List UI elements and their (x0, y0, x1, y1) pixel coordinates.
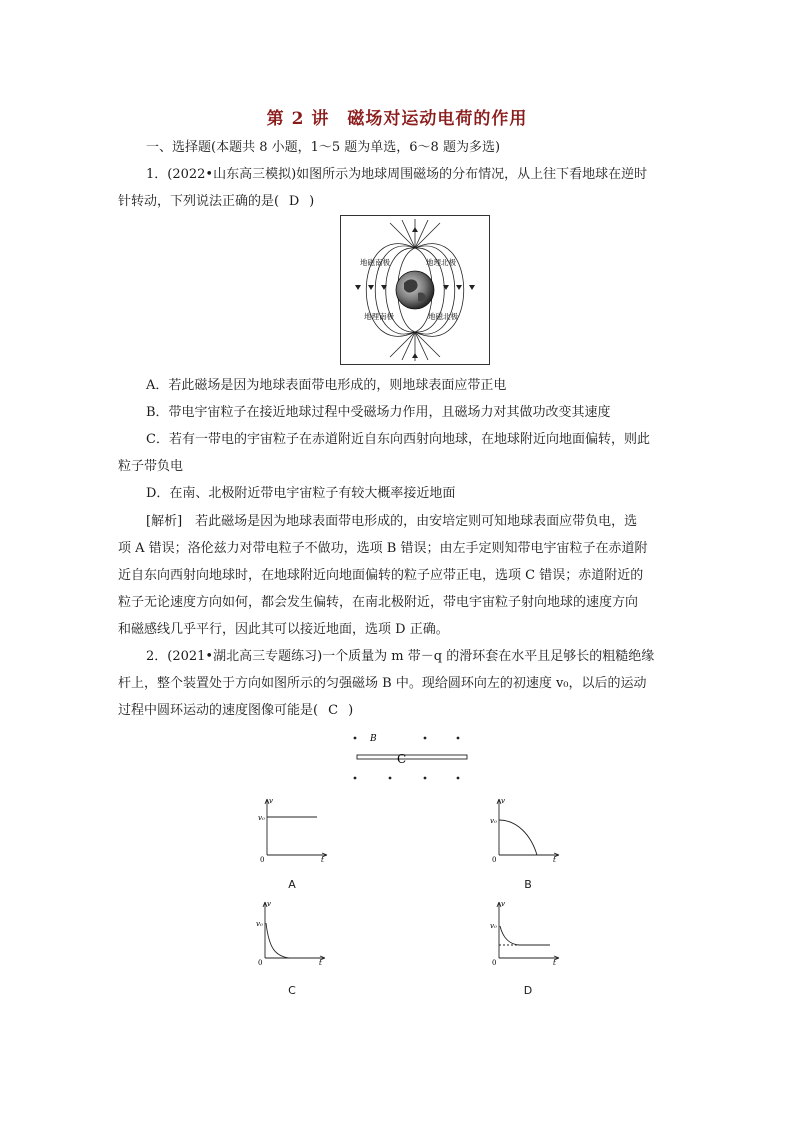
ring-c: C (397, 752, 407, 766)
q2-stem-close: ) (348, 703, 354, 718)
graph-b-origin: 0 (492, 856, 497, 863)
q1-stem-line1: 1．(2022•山东高三模拟)如图所示为地球周围磁场的分布情况，从上往下看地球在逆时 (146, 167, 648, 182)
graph-d-caption: D (523, 984, 533, 997)
graph-a-origin: 0 (260, 856, 265, 863)
q2-line3 (118, 702, 678, 720)
q2-line2: 杆上，整个装置处于方向如图所示的匀强磁场 B 中。现给圆环向左的初速度 v₀，以后的运动 (118, 676, 647, 691)
q1-answer: D (288, 194, 300, 209)
q1-analysis-line3: 近自东向西射向地球时，在地球附近向地面偏转的粒子应带正电，选项 C 错误；赤道附近的 (118, 568, 644, 583)
label-geo-north: 地理北极 (426, 258, 456, 267)
graph-a-v0-label: v₀ (258, 814, 265, 822)
page-title: 第 2 讲 磁场对运动电荷的作用 (266, 109, 528, 129)
graph-a (255, 795, 330, 863)
q2-answer: C (328, 703, 339, 718)
q1-analysis-line1: [解析] 若此磁场是因为地球表面带电形成的，由安培定则可知地球表面应带负电，选 (146, 514, 638, 529)
q1-analysis-line5: 和磁感线几乎平行，因此其可以接近地面，选项 D 正确。 (118, 622, 449, 637)
graph-d-t-label: t (553, 959, 556, 966)
graph-b-v0-label: v₀ (490, 817, 497, 825)
graph-b-curve (499, 820, 537, 855)
field-label-b: B (370, 734, 377, 744)
insulating-rod (357, 755, 467, 759)
q1-analysis-line2: 项 A 错误；洛伦兹力对带电粒子不做功，选项 B 错误；由左手定则知带电宇宙粒子在赤道附 (118, 541, 648, 556)
q1-option-d: D．在南、北极附近带电宇宙粒子有较大概率接近地面 (146, 486, 456, 501)
q2-stem-text: 过程中圆环运动的速度图像可能是( (118, 703, 319, 718)
graph-c-t-label: t (319, 959, 322, 966)
graph-d-v-label: v (501, 900, 505, 908)
q1-stem-text: 针转动，下列说法正确的是( (118, 194, 280, 209)
rod-in-field-figure (345, 728, 475, 784)
label-geomag-south: 地磁南极 (360, 258, 390, 267)
q1-stem-close: ) (309, 194, 315, 209)
graph-a-v-label: v (269, 797, 273, 805)
graph-b-caption: B (524, 878, 532, 891)
graph-d (487, 898, 562, 966)
graph-a-t-label: t (321, 856, 324, 863)
section-heading: 一、选择题(本题共 8 小题，1～5 题为单选，6～8 题为多选) (146, 140, 501, 155)
graph-c-curve (266, 923, 289, 958)
graph-a-caption: A (288, 878, 296, 891)
q1-option-c-line2: 粒子带负电 (118, 459, 184, 474)
q2-line1: 2．(2021•湖北高三专题练习)一个质量为 m 带－q 的滑环套在水平且足够长的粗糙绝缘 (146, 649, 655, 664)
q1-option-a: A．若此磁场是因为地球表面带电形成的，则地球表面应带正电 (146, 378, 507, 393)
q1-stem-line2 (118, 193, 678, 211)
graph-b (487, 795, 562, 863)
earth-magnetic-field-figure (340, 215, 490, 365)
graph-c-v-label: v (267, 900, 271, 908)
graph-d-curve (500, 926, 550, 945)
graph-b-v-label: v (501, 797, 505, 805)
q1-option-c-line1: C．若有一带电的宇宙粒子在赤道附近自东向西射向地球，在地球附近向地面偏转，则此 (146, 432, 650, 447)
graph-b-t-label: t (553, 856, 556, 863)
graph-c-origin: 0 (258, 959, 263, 966)
label-geomag-north: 地磁北极 (428, 312, 458, 321)
graph-d-v0-label: v₀ (490, 922, 497, 930)
graph-c-v0-label: v₀ (256, 920, 263, 928)
label-geo-south: 地理南极 (364, 312, 394, 321)
q1-analysis-line4: 粒子无论速度方向如何，都会发生偏转，在南北极附近，带电宇宙粒子射向地球的速度方向 (118, 595, 639, 610)
graph-c-caption: C (288, 984, 296, 997)
graph-c (253, 898, 328, 966)
graph-d-origin: 0 (492, 959, 497, 966)
q1-option-b: B．带电宇宙粒子在接近地球过程中受磁场力作用，且磁场力对其做功改变其速度 (146, 405, 611, 420)
